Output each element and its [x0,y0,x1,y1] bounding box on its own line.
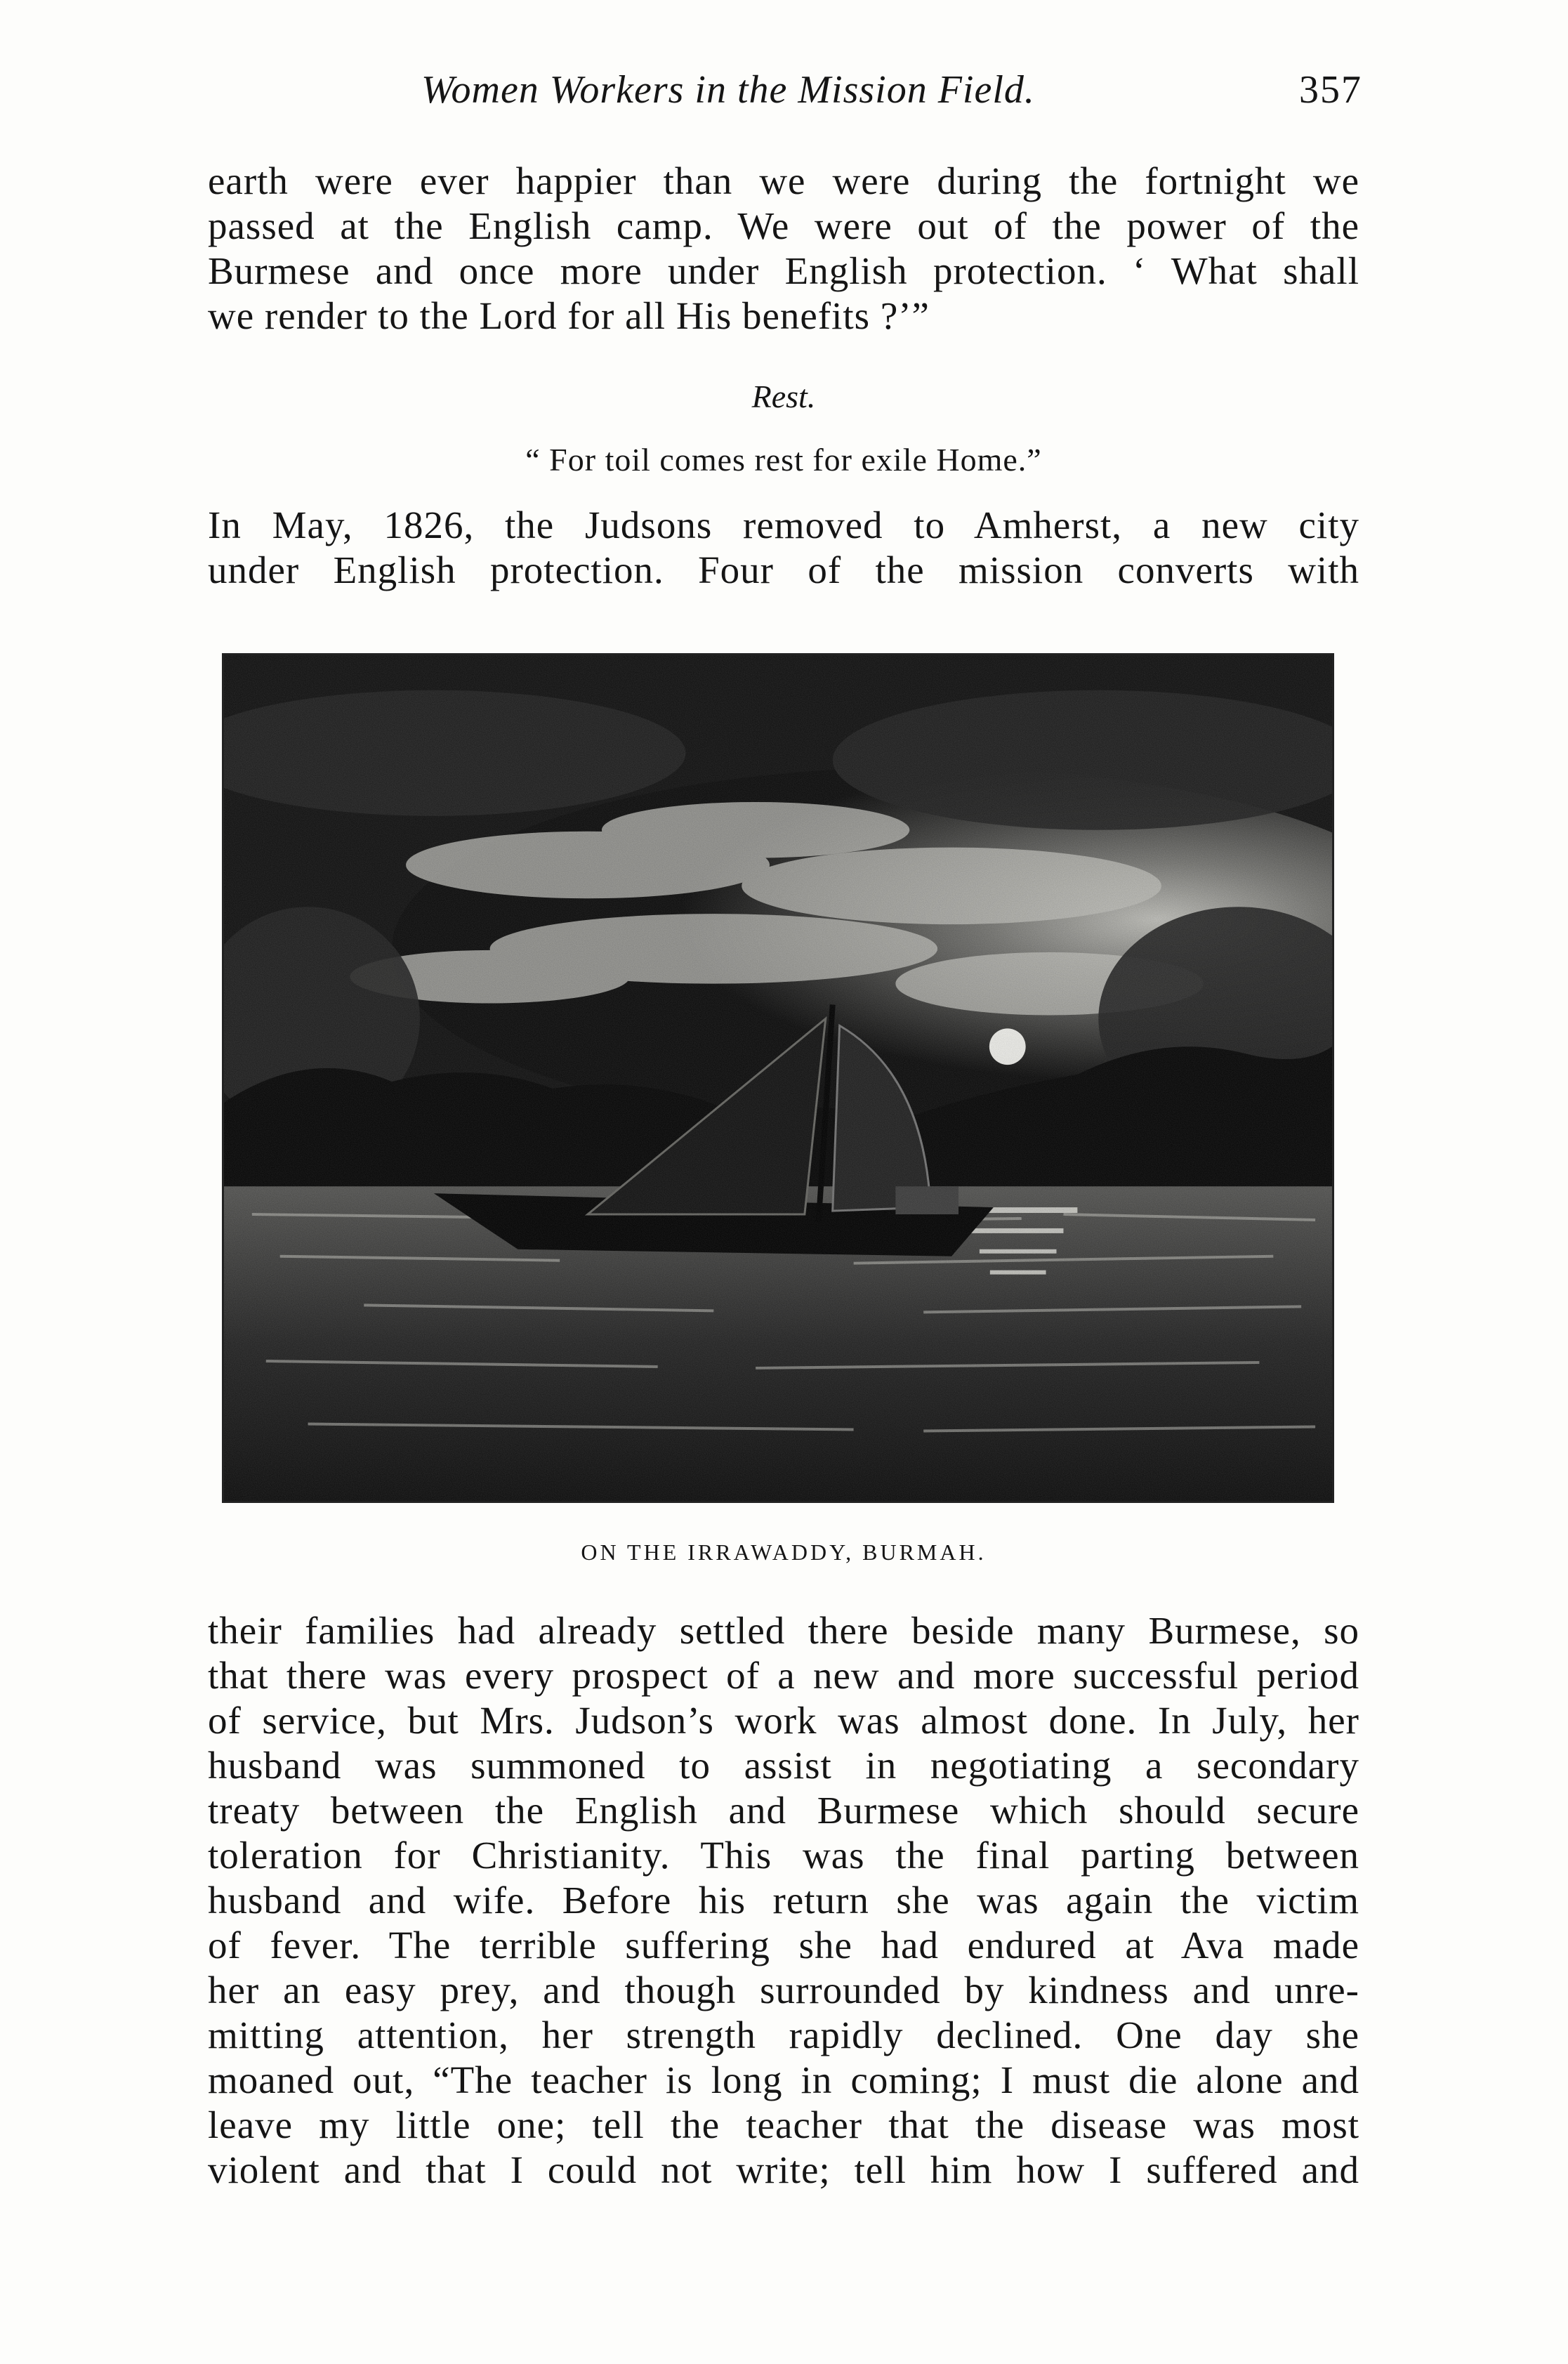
page-number: 357 [1299,68,1362,112]
text-line: of fever. The terrible suffering she had endured at Ava made [208,1924,1359,1966]
page-header [211,67,1362,131]
epigraph: “ For toil comes rest for exile Home.” [525,442,1042,478]
text-line: her an easy prey, and though surrounded by kindness and unre- [208,1969,1359,2011]
text-line: In May, 1826, the Judsons removed to Amherst, a new city [208,504,1359,546]
paragraph-2 [208,503,1359,593]
text-line: husband and wife. Before his return she was again the victim [208,1879,1359,1922]
text-line: moaned out, “The teacher is long in coming; I must die alone and [208,2058,1359,2101]
text-line: earth were ever happier than we were during the fortnight we [208,159,1359,202]
running-title: Women Workers in the Mission Field. [421,68,1035,112]
text-line: of service, but Mrs. Judson’s work was almost done. In July, her [208,1699,1359,1742]
section-heading: Rest. [751,379,816,414]
text-line: under English protection. Four of the mission converts with [208,549,1359,591]
text-line: husband was summoned to assist in negotiating a secondary [208,1744,1359,1787]
text-line: toleration for Christianity. This was the final parting between [208,1834,1359,1877]
text-line: violent and that I could not write; tell him how I suffered and [208,2148,1359,2191]
text-line: mitting attention, her strength rapidly declined. One day she [208,2014,1359,2056]
text-line: passed at the English camp. We were out of the power of the [208,204,1359,247]
illustration-caption: ON THE IRRAWADDY, BURMAH. [581,1539,987,1565]
text-line: Burmese and once more under English protection. ‘ What shall [208,249,1359,292]
text-line: we render to the Lord for all His benefits ?’” [208,294,930,337]
text-line: that there was every prospect of a new and more successful period [208,1654,1359,1697]
engraving-illustration [222,653,1334,1503]
text-line: treaty between the English and Burmese which should secure [208,1789,1359,1832]
night-river-boat-engraving [224,655,1332,1501]
paragraph-3 [208,1608,1359,2193]
engraving-texture [224,655,1332,1501]
text-line: leave my little one; tell the teacher that the disease was most [208,2103,1359,2146]
text-line: their families had already settled there beside many Burmese, so [208,1609,1359,1652]
paragraph-top [208,159,1359,339]
